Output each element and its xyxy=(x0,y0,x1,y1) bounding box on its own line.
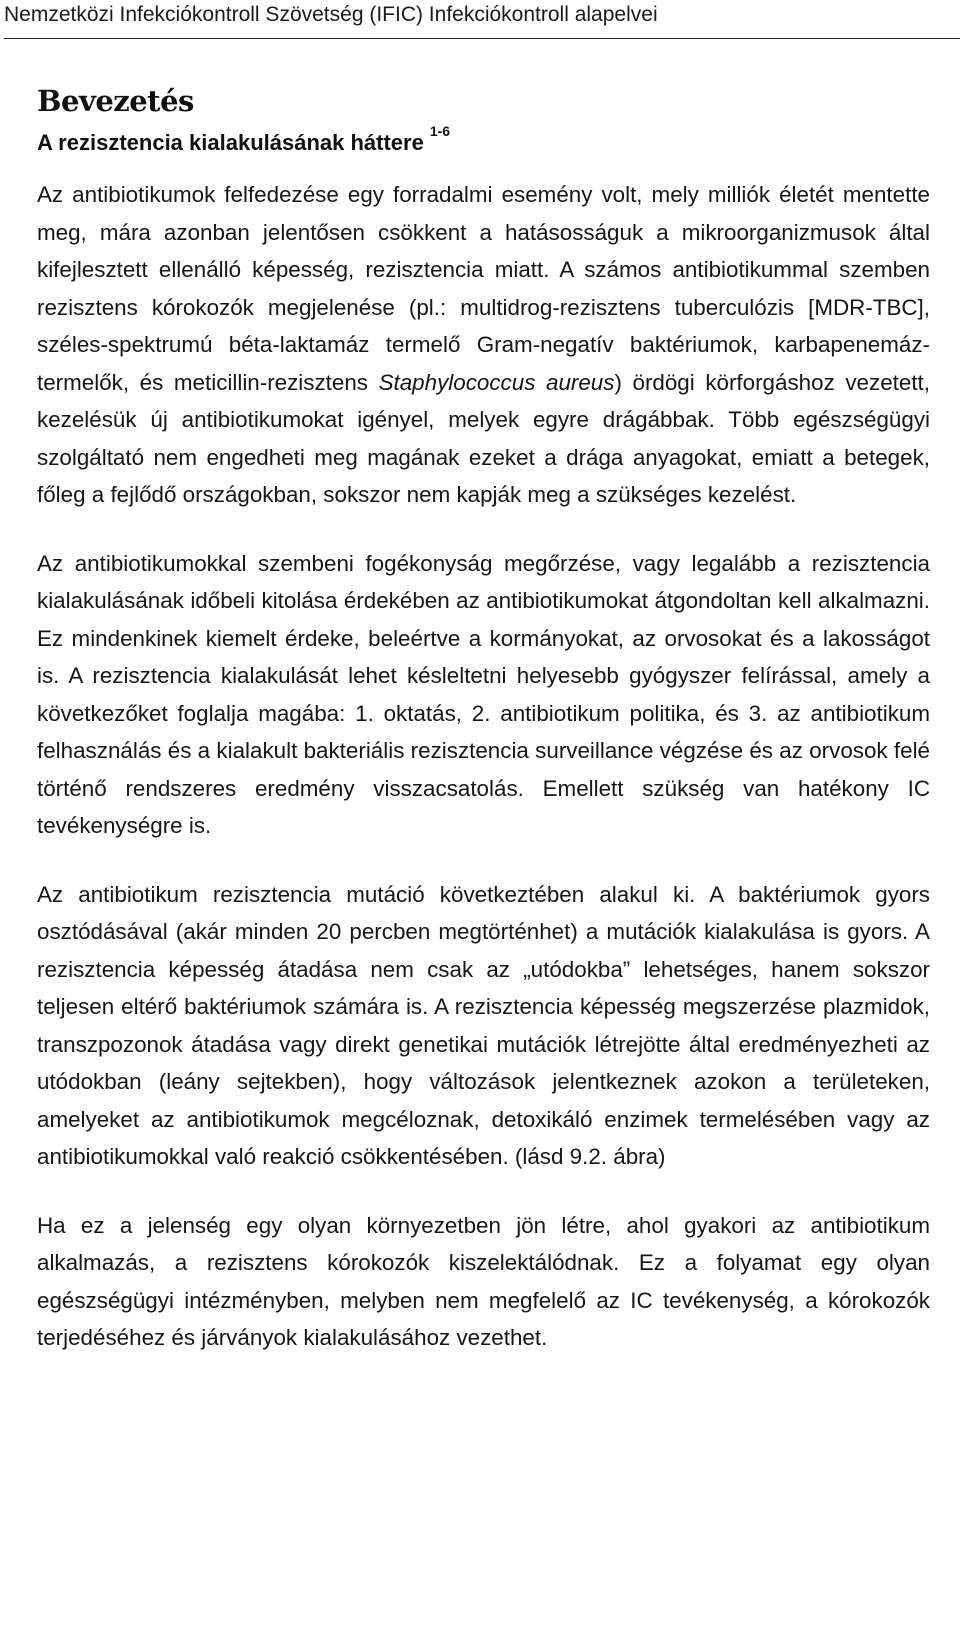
running-header xyxy=(0,0,960,40)
subheading xyxy=(37,123,930,158)
paragraph-1-text-a: Az antibiotikumok felfedezése egy forradalmi esemény volt, mely milliók életét mentette meg, mára azonban jelentősen csökkent a hatásosságuk a mikroorganizmusok által kifejlesztett ellenálló képesség, rezisztencia miatt. A számos antibiotikummal szemben rezisztens kórokozók megjelenése (pl.: multidrog-rezisztens tuberculózis [MDR-TBC], széles-spektrumú béta-laktamáz termelő Gram-negatív baktériumok, karbapenemáz-termelők, és meticillin-rezisztens xyxy=(37,182,930,395)
reference-superscript: 1-6 xyxy=(429,123,451,139)
species-name: Staphylococcus aureus xyxy=(378,369,615,395)
header-divider xyxy=(4,38,960,39)
running-header-title: Nemzetközi Infekciókontroll Szövetség (IFIC) Infekciókontroll alapelvei xyxy=(4,3,658,26)
document-body xyxy=(37,82,930,1357)
section-heading: Bevezetés xyxy=(37,84,194,118)
subheading-text: A rezisztencia kialakulásának háttere xyxy=(37,130,424,155)
paragraph-1-text-b: ) ördögi körforgáshoz vezetett, kezelésük új antibiotikumokat igényel, melyek egyre drágábbak. Több egészségügyi szolgáltató nem engedheti meg magának ezeket a drága anyagokat, emiatt a betegek, főleg a fejlődő országokban, sokszor nem kapják meg a szükséges kezelést. xyxy=(37,369,930,507)
paragraph-2: Az antibiotikumokkal szembeni fogékonyság megőrzése, vagy legalább a rezisztencia kialakulásának időbeli kitolása érdekében az antibiotikumokat átgondoltan kell alkalmazni. Ez mindenkinek kiemelt érdeke, beleértve a kormányokat, az orvosokat és a lakosságot is. A rezisztencia kialakulását lehet késleltetni helyesebb gyógyszer felírással, amely a következőket foglalja magába: 1. oktatás, 2. antibiotikum politika, és 3. az antibiotikum felhasználás és a kialakult bakteriális rezisztencia surveillance végzése és az orvosok felé történő rendszeres eredmény visszacsatolás. Emellett szükség van hatékony IC tevékenységre is. xyxy=(37,550,930,838)
paragraph-4: Ha ez a jelenség egy olyan környezetben jön létre, ahol gyakori az antibiotikum alkalmazás, a rezisztens kórokozók kiszelektálódnak. Ez a folyamat egy olyan egészségügyi intézményben, melyben nem megfelelő az IC tevékenység, a kórokozók terjedéséhez és járványok kialakulásához vezethet. xyxy=(37,1212,930,1350)
paragraph-1 xyxy=(37,176,930,514)
paragraph-3: Az antibiotikum rezisztencia mutáció következtében alakul ki. A baktériumok gyors osztódásával (akár minden 20 percben megtörténhet) a mutációk kialakulása is gyors. A rezisztencia képesség átadása nem csak az „utódokba” lehetséges, hanem sokszor teljesen eltérő baktériumok számára is. A rezisztencia képesség megszerzése plazmidok, transzpozonok átadása vagy direkt genetikai mutációk létrejötte által eredményezheti az utódokban (leány sejtekben), hogy változások jelentkeznek azokon a területeken, amelyeket az antibiotikumok megcéloznak, detoxikáló enzimek termelésében vagy az antibiotikumokkal való reakció csökkentésében. (lásd 9.2. ábra) xyxy=(37,881,930,1169)
